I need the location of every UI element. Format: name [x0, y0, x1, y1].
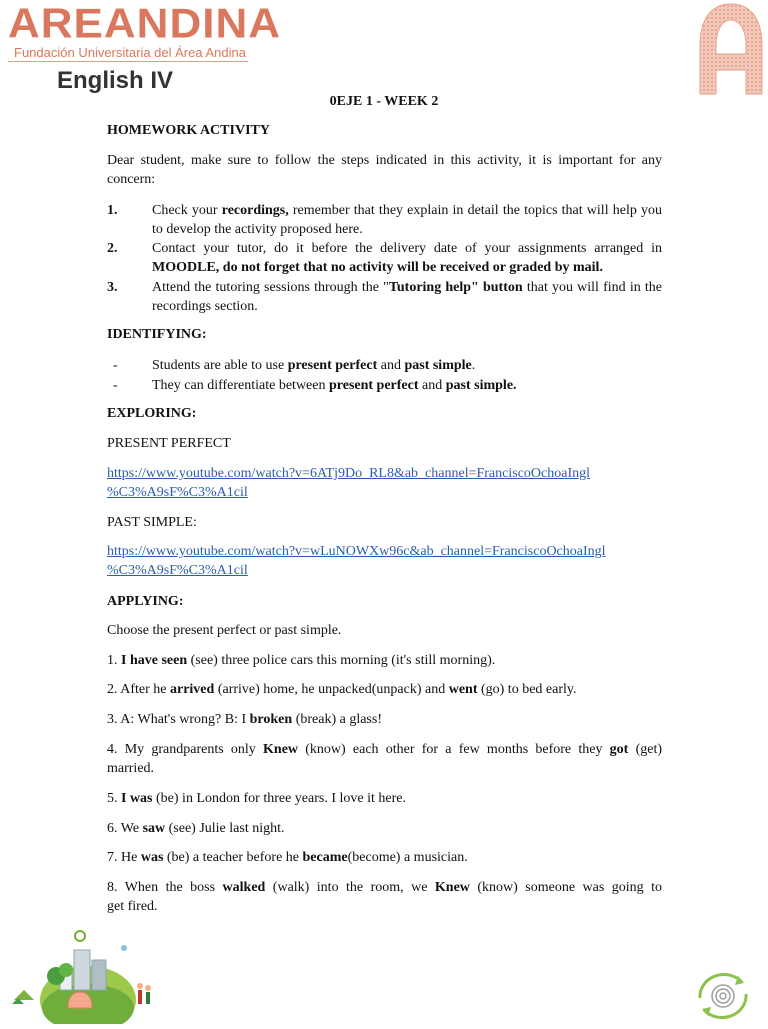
bullet-dash: -	[113, 358, 118, 373]
brand-divider	[8, 61, 248, 62]
exercise-item: 1. I have seen (see) three police cars this morning (it's still morning).	[107, 653, 496, 668]
step-number: 2.	[107, 241, 118, 256]
exercise-item: 4. My grandparents only Knew (know) each other for a few months before they got (get) married.	[107, 742, 662, 776]
step-number: 1.	[107, 203, 118, 218]
areandina-a-logo-icon	[694, 0, 768, 98]
step-number: 3.	[107, 280, 118, 295]
exercise-item: 7. He was (be) a teacher before he became(become) a musician.	[107, 850, 468, 865]
intro-paragraph: Dear student, make sure to follow the steps indicated in this activity, it is important for any concern:	[107, 153, 662, 187]
present-perfect-link[interactable]: https://www.youtube.com/watch?v=6ATj9Do_RL8&ab_channel=FranciscoOchoaIngl %C3%A9sF%C3%A1cil	[107, 466, 590, 500]
document-title: 0EJE 1 - WEEK 2	[329, 94, 439, 109]
exercise-item: 3. A: What's wrong? B: I broken (break) a glass!	[107, 712, 382, 727]
present-perfect-label: PRESENT PERFECT	[107, 436, 231, 451]
exercise-item: 8. When the boss walked (walk) into the room, we Knew (know) someone was going to get fired.	[107, 880, 662, 914]
exercise-item: 2. After he arrived (arrive) home, he unpacked(unpack) and went (go) to bed early.	[107, 682, 577, 697]
exploring-heading: EXPLORING:	[107, 406, 197, 421]
past-simple-link[interactable]: https://www.youtube.com/watch?v=wLuNOWXw96c&ab_channel=FranciscoOchoaIngl %C3%A9sF%C3%A1cil	[107, 544, 606, 578]
exercise-item: 5. I was (be) in London for three years. I love it here.	[107, 791, 406, 806]
list-item: Students are able to use present perfect and past simple.	[152, 358, 476, 373]
eco-city-illustration-icon	[8, 930, 158, 1024]
past-simple-label: PAST SIMPLE:	[107, 515, 197, 530]
applying-intro: Choose the present perfect or past simple.	[107, 623, 342, 638]
identifying-heading: IDENTIFYING:	[107, 327, 207, 342]
step-text: Attend the tutoring sessions through the "Tutoring help" button that you will find in the recordings section.	[152, 280, 662, 314]
course-title: English IV	[57, 67, 174, 94]
step-text: Contact your tutor, do it before the delivery date of your assignments arranged in MOODLE, do not forget that no activity will be received or graded by mail.	[152, 241, 662, 275]
brand-logo-text: AREANDINA	[8, 0, 281, 47]
step-text: Check your recordings, remember that they explain in detail the topics that will help you to develop the activity proposed here.	[152, 203, 662, 237]
exercise-item: 6. We saw (see) Julie last night.	[107, 821, 285, 836]
homework-heading: HOMEWORK ACTIVITY	[107, 123, 270, 138]
bullet-dash: -	[113, 378, 118, 393]
brand-subtitle: Fundación Universitaria del Área Andina	[14, 45, 246, 60]
list-item: They can differentiate between present perfect and past simple.	[152, 378, 517, 393]
applying-heading: APPLYING:	[107, 594, 184, 609]
fingerprint-recycle-icon	[690, 968, 756, 1024]
